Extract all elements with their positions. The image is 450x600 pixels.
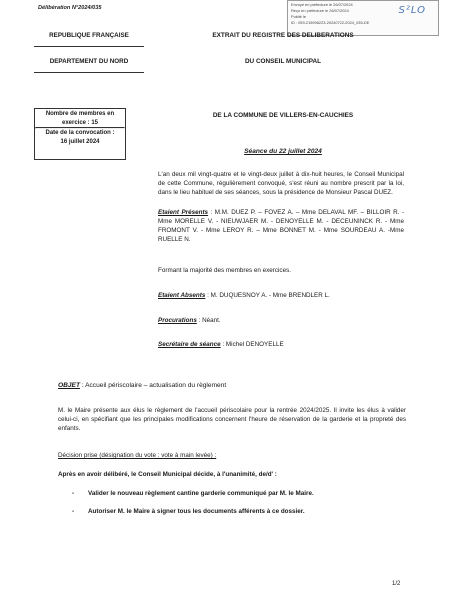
absent-members [158,291,404,300]
subject-line [58,382,226,389]
secretary-value: : Michel DENOYELLE [220,341,284,348]
decision-text: Valider le nouveau règlement cantine garderie communiqué par M. le Maire. [88,490,314,497]
convocation-label: Date de la convocation : [45,130,115,137]
bullet-dash: - [72,490,75,497]
convocation-date: 16 juillet 2024 [60,138,100,145]
session-info-box [34,108,126,160]
procurations [158,316,404,325]
subject-label: OBJET [58,382,80,389]
council-label: DU CONSEIL MUNICIPAL [244,58,322,65]
stamp-line: Publié le [291,14,306,19]
members-count: Nombre de membres en exercice : 15 [45,111,115,126]
session-date: Séance du 22 juillet 2024 [244,148,322,155]
subject-value: : Accueil périscolaire – actualisation du règlement [79,382,227,389]
divider [34,72,144,73]
present-names: : M.M. DUEZ P. – FOVEZ A. – Mme DELAVAL MF. – BILLOIR R. - Mme MORELLE V. - NIEUWJAER M. - DENOYELLE M. - DECEUNINCK R. - Mme FROMONT V. - Mme LEROY R. – Mme BONNET M. - Mme SOURDEAU A. -Mme RUELLE N. [158,209,404,244]
absent-names: : M. DUQUESNOY A. - Mme BRENDLER L. [205,292,330,299]
commune-label: DE LA COMMUNE DE VILLERS-EN-CAUCHIES [212,112,354,119]
session-secretary [158,340,404,349]
procurations-label: Procurations [158,317,197,324]
decision-intro: Après en avoir délibéré, le Conseil Municipal décide, à l'unanimité, de/d' : [58,471,277,478]
register-title: EXTRAIT DU REGISTRE DES DELIBERATIONS [212,32,354,39]
decision-item [72,489,402,498]
procurations-value: : Néant. [196,317,221,324]
republic-label: REPUBLIQUE FRANÇAISE [49,32,129,39]
majority-statement: Formant la majorité des membres en exercices. [158,267,291,274]
decision-list [72,489,402,525]
absent-label: Etaient Absents [158,292,206,299]
present-label: Etaient Présents [158,209,209,216]
stamp-signature: S²LO [398,5,426,16]
stamp-line: Envoyé en préfecture le 26/07/2024 [291,2,353,7]
stamp-line: ID : 059-215906223-20240722-2024_035-DE [291,20,370,25]
presentation-paragraph: M. le Maire présente aux élus le règlement de l'accueil périscolaire pour la rentrée 2024/2025. Il invite les élus à valider celui-ci, en spécifiant que les principales modifications concernent l'heure de réservation de la garderie et la propreté des enfants. [58,407,406,433]
stamp-line: Reçu en préfecture le 26/07/2024 [291,8,349,13]
divider [34,46,144,47]
decision-text: Autoriser M. le Maire à signer tous les documents afférents à ce dossier. [88,508,305,515]
bullet-dash: - [72,508,75,515]
secretary-label: Secrétaire de séance [158,341,221,348]
present-members [158,208,404,244]
prefecture-stamp [287,0,439,36]
deliberation-number: Délibération N°2024/035 [38,5,102,11]
decision-item [72,507,402,516]
preamble-paragraph: L'an deux mil vingt-quatre et le vingt-deux juillet à dix-huit heures, le Conseil Municipal de cette Commune, régulièrement convoqué, s'est réuni au nombre prescrit par la loi, dans le lieu habituel de ses séances, sous la présidence de Monsieur Pascal DUEZ. [158,171,404,197]
decision-heading: Décision prise (désignation du vote : vote à main levée) : [58,452,217,459]
page-number: 1/2 [392,581,401,587]
department-label: DEPARTEMENT DU NORD [49,58,129,65]
